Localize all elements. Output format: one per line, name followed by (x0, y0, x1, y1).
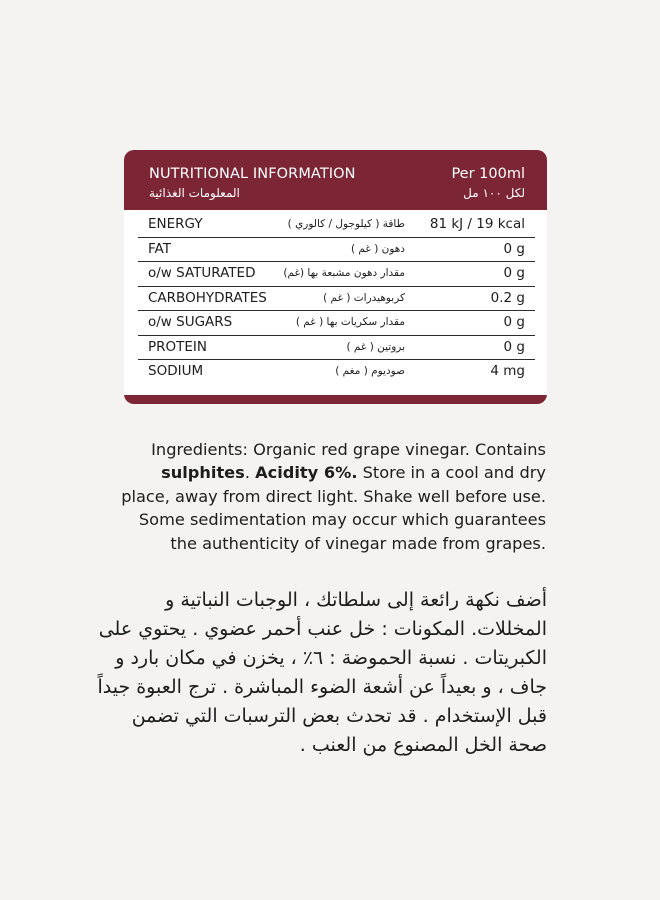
per-serving-ar: لكل ١٠٠ مل (463, 186, 525, 200)
nutrient-label-ar: صوديوم ( مغم ) (335, 365, 405, 377)
nutrition-footer-bar (124, 395, 547, 404)
acidity-highlight: Acidity 6%. (255, 463, 358, 483)
nutrition-header (124, 150, 547, 210)
nutrient-label-en: CARBOHYDRATES (148, 289, 267, 306)
table-row (138, 336, 535, 361)
ingredients-part-3: Store in a cool and dry place, away from direct light. Shake well before use. Some sedimentation may occur which guarantees the authenticity of vinegar made from grapes. (121, 463, 546, 553)
nutrient-label-en: o/w SUGARS (148, 314, 233, 330)
nutrient-value: 81 kJ / 19 kcal (429, 216, 525, 232)
nutrient-value: 0.2 g (490, 289, 525, 306)
nutrient-value: 0 g (503, 265, 525, 281)
nutrient-label-ar: دهون ( غم ) (350, 242, 405, 255)
nutrition-title-ar: المعلومات الغذائية (149, 186, 240, 200)
nutrient-value: 4 mg (490, 363, 525, 379)
nutrient-label-en: PROTEIN (148, 338, 208, 355)
nutrient-value: 0 g (503, 314, 525, 330)
sulphites-highlight: sulphites (161, 463, 245, 483)
ingredients-part-1: Ingredients: Organic red grape vinegar. Contains (151, 440, 546, 459)
nutrient-value: 0 g (503, 240, 525, 257)
ingredients-text-en (110, 438, 546, 555)
nutrient-label-en: SODIUM (148, 363, 204, 379)
table-row (138, 311, 535, 336)
nutrient-label-ar: كربوهيدرات ( غم ) (323, 291, 405, 304)
nutrient-label-ar: طاقة ( كيلوجول / كالوري ) (287, 218, 405, 230)
ingredients-part-2: . (244, 463, 256, 483)
nutrient-label-en: FAT (148, 240, 171, 257)
nutrient-label-ar: مقدار دهون مشبعة بها (غم) (283, 267, 405, 279)
table-row (138, 213, 535, 238)
table-row (138, 238, 535, 263)
nutrition-title-en: NUTRITIONAL INFORMATION (149, 166, 356, 182)
nutrition-panel (124, 150, 547, 404)
nutrient-label-ar: مقدار سكريات بها ( غم ) (295, 316, 405, 328)
per-serving-en: Per 100ml (451, 166, 525, 182)
table-row (138, 287, 535, 312)
table-row (138, 262, 535, 287)
nutrient-value: 0 g (503, 338, 525, 355)
nutrient-label-en: ENERGY (148, 216, 203, 232)
ingredients-text-ar: أضف نكهة رائعة إلى سلطاتك ، الوجبات النباتية و المخللات. المكونات : خل عنب أحمر عضوي . يحتوي على الكبريتات . نسبة الحموضة : ٦٪ ، يخزن في مكان بارد و جاف ، و بعيداً عن أشعة الضوء المباشرة . ترج العبوة جيداً قبل الإستخدام . قد تحدث بعض الترسبات التي تضمن صحة الخل المصنوع من العنب . (97, 589, 547, 756)
table-row (138, 360, 535, 384)
nutrient-label-en: o/w SATURATED (148, 265, 256, 281)
nutrient-label-ar: بروتين ( غم ) (346, 340, 405, 353)
nutrition-table (138, 213, 535, 384)
